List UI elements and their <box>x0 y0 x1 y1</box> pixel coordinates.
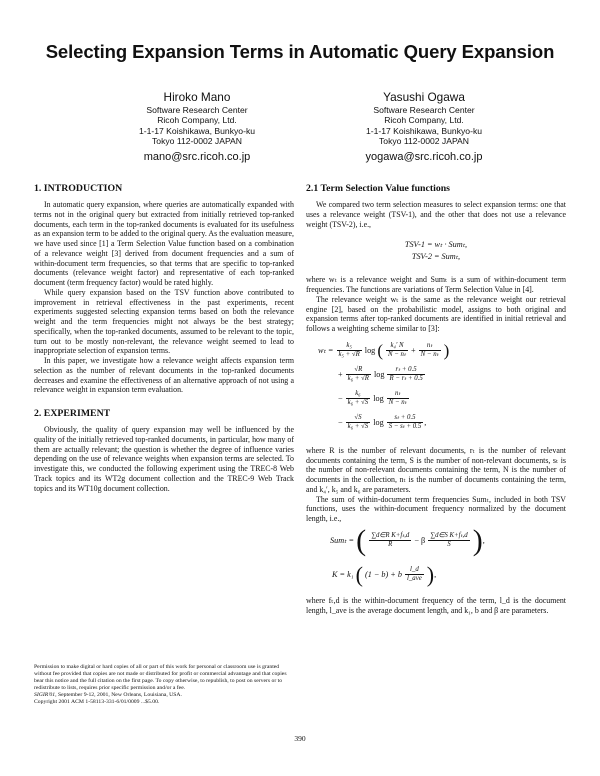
venue-details: September 9-12, 2001, New Orleans, Louisiana, USA. <box>56 692 182 699</box>
equation-line <box>318 414 566 438</box>
paper-title: Selecting Expansion Terms in Automatic Query Expansion <box>45 41 555 62</box>
equation-line <box>318 342 566 366</box>
paragraph: The sum of within-document term frequencies Sumₜ, included in both TSV functions, uses the within-document frequency normalized by the document length, i.e., <box>306 494 566 523</box>
numerator: nₜ <box>419 342 441 351</box>
denominator: k₆ + √S <box>347 398 369 406</box>
equation-line <box>330 523 566 566</box>
paragraph: While query expansion based on the TSV function above contributed to improvement in retrieval effectiveness in the past experiments, recent experiments suggested selecting expansion terms based on both the relevance weight and the term frequencies might not always be the best strategy; specifically, when the top-ranked documents, assumed to be relevant to the topic, turn out to be mostly non-relevant, the relevance weight seemed to lead to inappropriate selection of expansion terms. <box>34 287 294 356</box>
numerator: k₅ <box>337 342 362 351</box>
denominator: k₅ + √R <box>338 350 360 358</box>
author-address: 1-1-17 Koishikawa, Bunkyo-ku <box>365 125 483 136</box>
fraction <box>346 390 371 407</box>
equation-line <box>318 366 566 390</box>
right-column <box>306 183 566 615</box>
denominator: R <box>388 540 393 548</box>
denominator: N − nₜ <box>388 350 406 358</box>
log-operator: log <box>373 393 384 403</box>
operator: + <box>338 369 343 379</box>
numerator: k₆ <box>346 390 371 399</box>
fraction <box>419 342 441 359</box>
page-number: 390 <box>294 734 306 743</box>
punctuation: , <box>434 569 437 579</box>
equation-lhs: Sumₜ = <box>330 535 355 545</box>
fraction <box>369 532 411 549</box>
equation-line <box>330 561 566 592</box>
author-email[interactable]: yogawa@src.ricoh.co.jp <box>365 150 483 163</box>
denominator: N − nₜ <box>420 350 439 358</box>
paren: ( <box>355 561 363 587</box>
equation-tsv2: TSV-2 = Sumₜ, <box>411 252 461 262</box>
denominator: k₆ + √S <box>347 422 369 430</box>
fraction <box>428 532 469 549</box>
paren: ) <box>426 561 435 587</box>
author-address: Tokyo 112-0002 JAPAN <box>152 136 242 147</box>
author-email[interactable]: mano@src.ricoh.co.jp <box>143 150 251 163</box>
fraction <box>386 342 408 359</box>
operator: + <box>411 345 416 355</box>
equation-lhs: K = k₁ <box>332 569 354 579</box>
copyright-line: Copyright 2001 ACM 1-58113-331-6/01/0009 ...$5.00. <box>34 699 160 706</box>
denominator: R − rₜ + 0.5 <box>389 374 423 382</box>
author-company: Ricoh Company, Ltd. <box>384 115 464 126</box>
numerator: sₜ + 0.5 <box>387 414 424 423</box>
paragraph: We compared two term selection measures to select expansion terms: one that uses a relevance weight (TSV-1), and the other that does not use a relevance weight (TSV-2), i.e., <box>306 200 566 229</box>
paragraph: The relevance weight wₜ is the same as the relevance weight our retrieval engine [2], based on the probabilistic model, assigns to both original and expansion terms after top-ranked documents are identified in initial retrieval and follows a weighting scheme similar to [3]: <box>306 294 566 333</box>
paragraph: where R is the number of relevant documents, rₜ is the number of relevant documents containing the term, S is the number of non-relevant documents, sₜ is the number of non-relevant documents containing the term, N is the number of documents in the collection, nₜ is the number of documents containing the term, and k₄′, k₅ and k₆ are parameters. <box>306 445 566 494</box>
fraction <box>387 413 427 431</box>
fraction <box>387 366 424 383</box>
log-operator: log <box>364 345 376 355</box>
author-affiliation: Software Research Center <box>146 105 248 115</box>
paren: ) <box>443 340 450 360</box>
fraction <box>387 390 409 407</box>
venue-name: SIGIR'01, <box>34 692 57 699</box>
paren: ) <box>472 523 483 557</box>
paragraph: In automatic query expansion, where queries are automatically expanded with terms not in the original query but extracted from initially retrieved top-ranked documents, each term in the top-ranked documents is evaluated for its usefulness as an expansion term to be added to the original query. As the evaluation measure, we have used since [1] a Term Selection Value function based on a combination of a relevance weight [3] derived from document frequencies and a sum of within-document term frequencies, so that terms that are specific to top-ranked documents (relevance weight factor) and representative of each top-ranked document (term frequency factor) would be rated highly. <box>34 200 294 287</box>
denominator: N − nₜ <box>388 398 407 406</box>
left-column <box>34 183 294 493</box>
denominator: S − sₜ + 0.5 <box>388 422 422 430</box>
author-name: Yasushi Ogawa <box>383 90 465 104</box>
permission-notice: Permission to make digital or hard copies of all or part of this work for personal or classroom use is granted without fee provided that copies are not made or distributed for profit or commercial advantage and that copies bear this notice and the full citation on the first page. To copy otherwise, to republish, to post on servers or to redistribute to lists, requires prior specific permission and/or a fee. <box>34 664 287 692</box>
author-name: Hiroko Mano <box>163 90 231 104</box>
relevance-weight-equation <box>318 342 566 438</box>
log-operator: log <box>373 369 385 379</box>
section-heading-tsv: 2.1 Term Selection Value functions <box>306 183 450 194</box>
operator: − β <box>414 535 426 545</box>
copyright-footnote <box>34 664 296 707</box>
punctuation: , <box>424 417 427 427</box>
numerator: √R <box>346 366 371 375</box>
numerator: nₜ <box>387 390 409 399</box>
sum-equation <box>330 523 566 592</box>
denominator: S <box>447 540 451 548</box>
equation-lhs: wₜ = <box>318 345 334 355</box>
paren: ( <box>356 523 367 557</box>
denominator: k₆ + √R <box>347 374 369 382</box>
numerator: ∑d∈R K+fₜ,d <box>371 531 410 539</box>
paragraph: In this paper, we investigate how a relevance weight affects expansion term selection as the number of relevant documents in the top-ranked documents decreases and examine the effectiveness of an alternative approach of not using a relevance weight in expansion term evaluation. <box>34 356 294 395</box>
numerator: rₜ + 0.5 <box>387 366 424 375</box>
paren: ( <box>377 340 383 360</box>
numerator: √S <box>346 414 371 423</box>
section-heading-introduction: 1. INTRODUCTION <box>34 183 123 194</box>
section-heading-experiment: 2. EXPERIMENT <box>34 408 111 419</box>
tsv-equations <box>306 239 566 263</box>
numerator: ∑d∈S K+fₜ,d <box>430 531 468 539</box>
author-block-2 <box>299 90 549 164</box>
numerator: l_d <box>405 566 424 575</box>
paragraph: where fₜ,d is the within-document frequency of the term, l_d is the document length, l_ave is the average document length, and k₁, b and β are parameters. <box>306 595 566 615</box>
numerator: k₄′ N <box>386 342 408 351</box>
operator: − <box>338 417 343 427</box>
log-operator: log <box>373 417 384 427</box>
author-affiliation: Software Research Center <box>373 105 475 115</box>
denominator: l_ave <box>407 574 422 582</box>
equation-line <box>318 390 566 414</box>
equation-tsv1: TSV-1 = wₜ · Sumₜ, <box>404 240 468 250</box>
author-company: Ricoh Company, Ltd. <box>157 115 237 126</box>
author-block-1 <box>72 90 322 164</box>
author-address: Tokyo 112-0002 JAPAN <box>379 136 469 147</box>
punctuation: , <box>482 535 485 545</box>
equation-term: (1 − b) + b <box>364 569 402 579</box>
fraction <box>337 342 362 359</box>
fraction <box>346 366 371 383</box>
fraction <box>405 566 424 583</box>
paragraph: where wₜ is a relevance weight and Sumₜ is a sum of within-document term frequencies. The functions are variations of Term Selection Value in [4]. <box>306 275 566 294</box>
fraction <box>346 414 371 431</box>
paragraph: Obviously, the quality of query expansion may well be influenced by the quality of the initially retrieved top-ranked documents, in particular, how many of them are actually relevant; the question is whether the degree of influence varies depending on the use of relevance weights when expansion terms are selected. To investigate this, we conducted the following experiment using the TREC-8 Web Track topics and its WT2g document collection and the TREC-9 Web Track topics and its WT10g document collection. <box>34 425 294 493</box>
author-address: 1-1-17 Koishikawa, Bunkyo-ku <box>138 125 256 136</box>
operator: − <box>338 393 343 403</box>
